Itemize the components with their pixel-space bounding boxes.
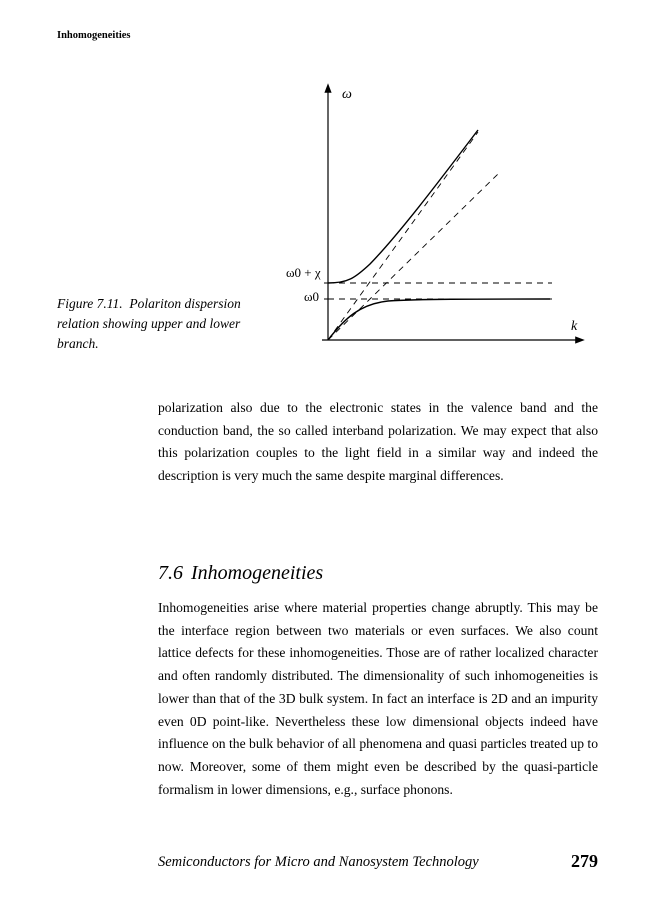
figure-caption-label: Figure 7.11. [57,296,123,311]
dashed-light-line-shallow [328,174,498,340]
section-title: Inhomogeneities [191,562,324,584]
axis-label-omega: ω [342,87,352,102]
paragraph-section: Inhomogeneities arise where material properties change abruptly. This may be the interface region between two materials or even surfaces. We also count lattice defects for these inhomogeneities. Those are of rather localized character and often randomly distributed. The dimensionality of such inhomogeneities is lower than that of the 3D bulk system. In fact an interface is 2D and an impurity even 0D point-like. Nevertheless these low dimensional objects indeed have influence on the bulk behavior of all phenomena and quasi particles treated up to now. Moreover, some of them might even be described by the quasi-particle formalism in lower dimensions, e.g., surface phonons. [158,600,598,797]
label-omega0: ω0 [304,289,320,304]
section-heading [158,562,323,585]
paragraph-continued: polarization also due to the electronic states in the valence band and the conduction band, the so called interband polarization. We may expect that also this polarization couples to the light field in a similar way and indeed the description is very much the same despite marginal differences. [158,400,598,484]
axis-label-k: k [571,319,578,334]
dispersion-plot [270,78,590,358]
page-number: 279 [571,851,598,871]
section-number: 7.6 [158,562,183,584]
dashed-light-line-steep [328,132,478,340]
page-footer [158,851,598,871]
polariton-dispersion-figure [270,78,590,358]
figure-caption-text: Polariton dispersion relation showing upper and lower branch. [57,296,241,351]
upper-polariton-branch [328,130,478,283]
lower-polariton-branch [328,299,550,340]
running-head: Inhomogeneities [57,30,131,41]
label-omega0-chi: ω0 + χ [286,265,321,280]
figure-caption [57,294,277,354]
footer-book-title: Semiconductors for Micro and Nanosystem Technology [158,854,479,870]
